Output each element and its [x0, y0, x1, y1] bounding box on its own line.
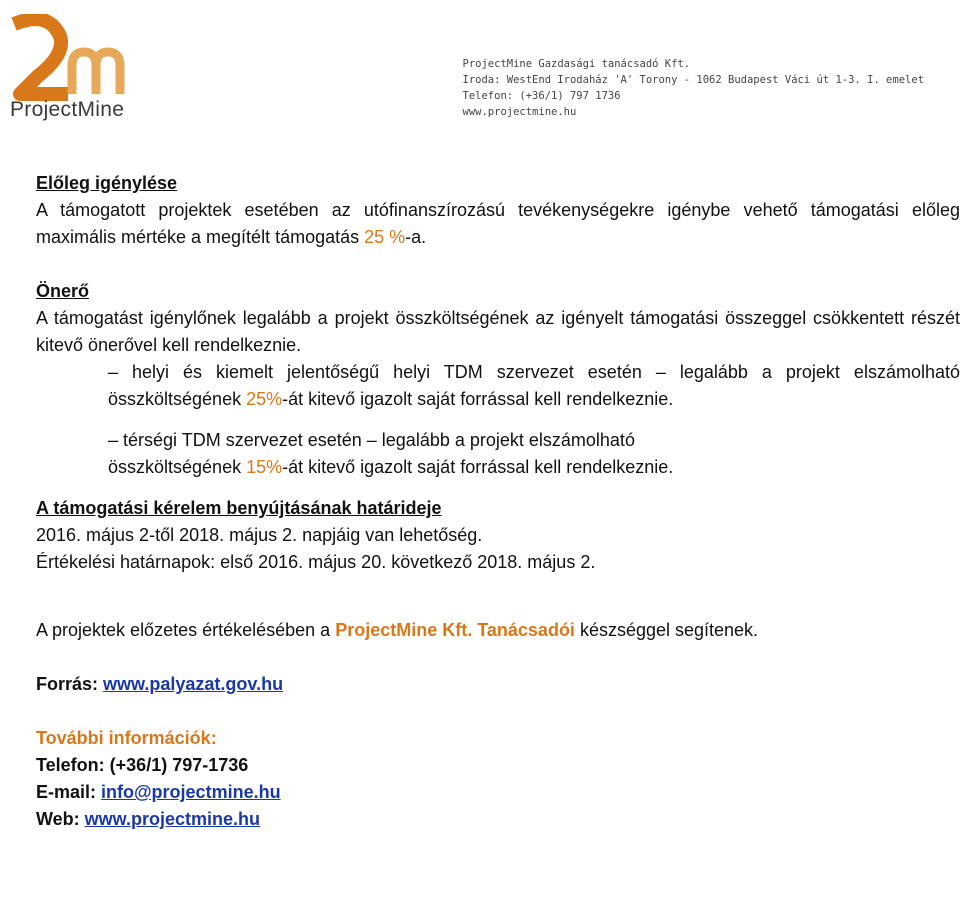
deadline-heading: A támogatási kérelem benyújtásának határideje — [36, 498, 442, 518]
letterhead — [0, 0, 960, 150]
phone-line: Telefon: (+36/1) 797-1736 — [36, 755, 249, 775]
item1-suffix: -át kitevő igazolt saját forrással kell rendelkeznie. — [282, 389, 674, 409]
web-line — [36, 806, 960, 833]
web-label: Web: — [36, 809, 85, 829]
advance-suffix: -a. — [405, 227, 427, 247]
advance-paragraph — [36, 197, 960, 251]
own-funds-heading: Önerő — [36, 281, 90, 301]
document-body — [36, 170, 960, 833]
email-line — [36, 779, 960, 806]
logo-text: ProjectMine — [10, 98, 125, 121]
email-label: E-mail: — [36, 782, 102, 802]
consult-suffix: készséggel segítenek. — [574, 620, 759, 640]
source-label: Forrás: — [36, 674, 104, 694]
consult-company: ProjectMine Kft. — [335, 620, 473, 640]
advance-percent: 25 % — [364, 227, 406, 247]
item2-line1: – térségi TDM szervezet esetén – legalább a projekt elszámolható — [108, 430, 635, 450]
source-line — [36, 671, 960, 698]
company-name: ProjectMine Gazdasági tanácsadó Kft. — [462, 58, 691, 70]
own-funds-item-local — [36, 359, 960, 413]
deadline-line-1: 2016. május 2-től 2018. május 2. napjáig van lehetőség. — [36, 525, 483, 545]
advance-heading: Előleg igénylése — [36, 173, 178, 193]
advance-text: A támogatott projektek esetében az utófinanszírozású tevékenységekre igénybe vehető támogatási előleg maximális mértéke a megítélt támogatás — [36, 200, 960, 247]
company-web: www.projectmine.hu — [462, 106, 577, 118]
company-address: Iroda: WestEnd Irodaház 'A' Torony - 1062 Budapest Váci út 1-3. I. emelet — [462, 74, 924, 86]
item1-text: – helyi és kiemelt jelentőségű helyi TDM szervezet esetén – legalább a projekt elszámolható összköltségének — [108, 362, 960, 409]
web-link[interactable]: www.projectmine.hu — [84, 809, 261, 829]
item2-suffix: -át kitevő igazolt saját forrással kell rendelkeznie. — [282, 457, 674, 477]
consult-text: A projektek előzetes értékelésében a — [36, 620, 336, 640]
email-link[interactable]: info@projectmine.hu — [101, 782, 281, 802]
own-funds-item-regional — [36, 427, 960, 481]
company-info — [463, 56, 924, 120]
more-info-heading: További információk: — [36, 728, 217, 748]
item2-percent: 15% — [246, 457, 283, 477]
source-link[interactable]: www.palyazat.gov.hu — [103, 674, 284, 694]
company-phone: Telefon: (+36/1) 797 1736 — [462, 90, 621, 102]
consult-advisors: Tanácsadói — [477, 620, 575, 640]
item1-percent: 25% — [246, 389, 283, 409]
consult-paragraph — [36, 617, 960, 644]
item2-text: összköltségének — [108, 457, 247, 477]
deadline-line-2: Értékelési határnapok: első 2016. május 20. következő 2018. május 2. — [36, 552, 596, 572]
own-funds-paragraph: A támogatást igénylőnek legalább a projekt összköltségének az igényelt támogatási összeggel csökkentett részét kitevő önerővel kell rendelkeznie. — [36, 308, 960, 355]
